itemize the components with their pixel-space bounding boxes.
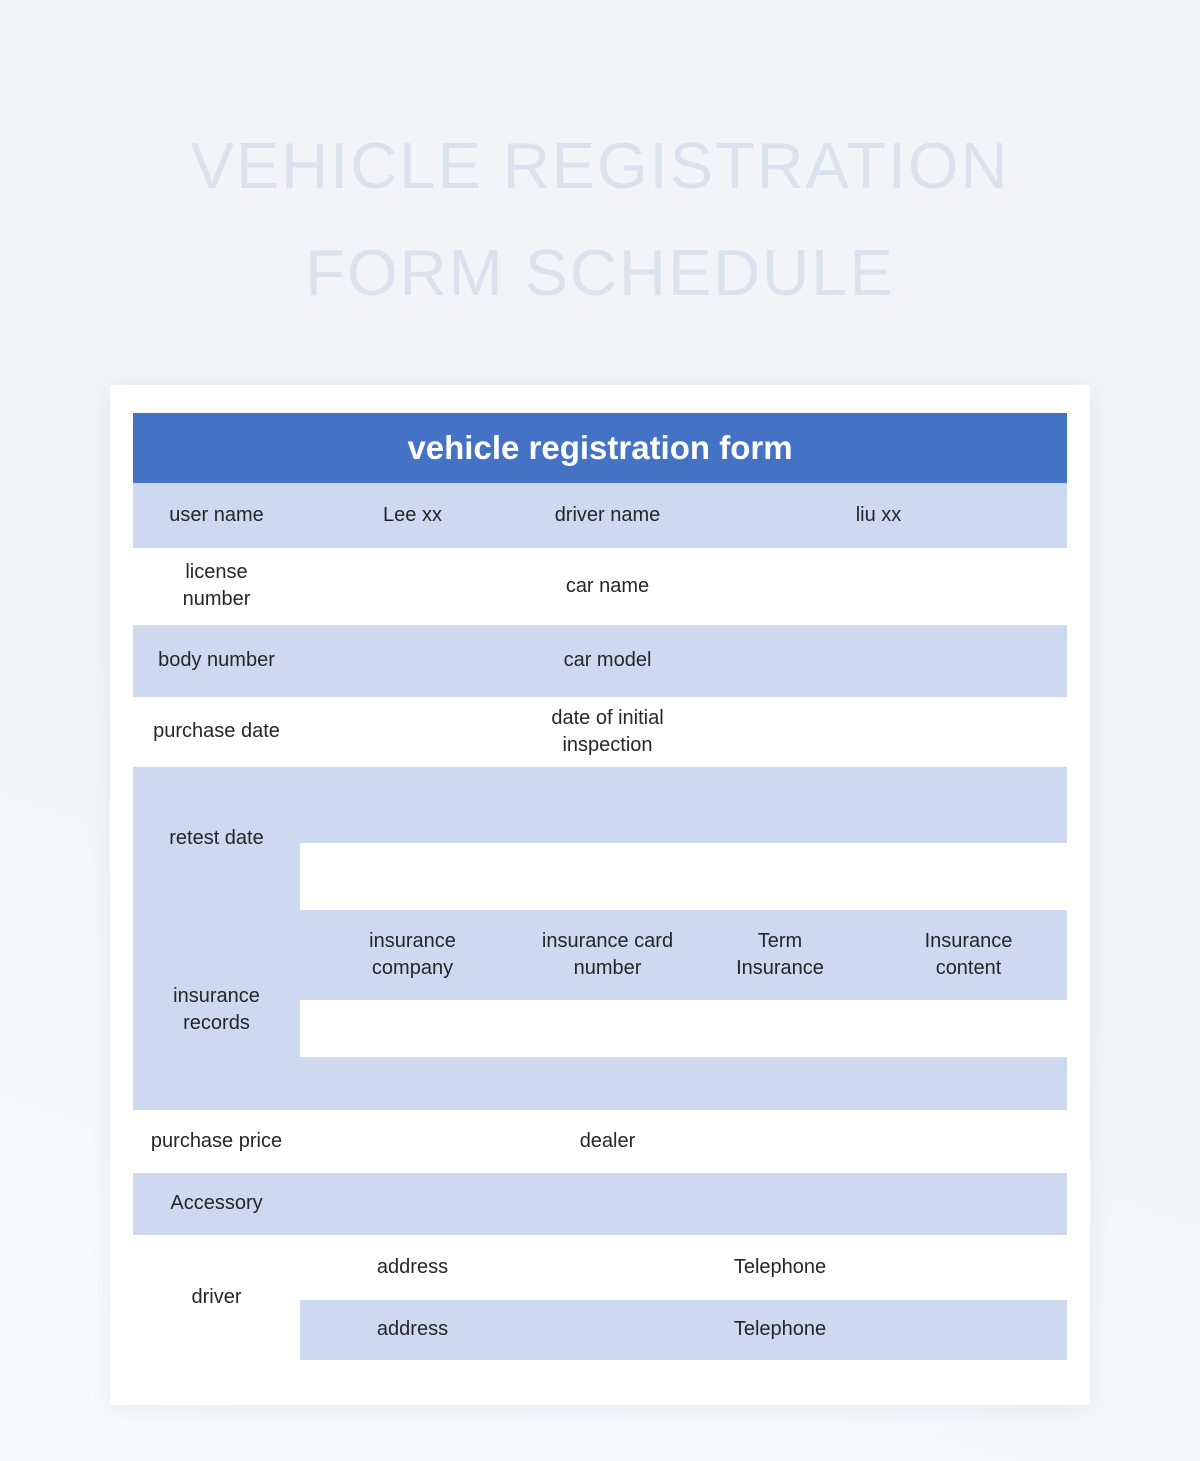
vehicle-registration-table	[133, 413, 1067, 1360]
table-title-bar: vehicle registration form	[133, 413, 1067, 483]
retest-date-label: retest date	[169, 826, 264, 849]
driver-label: driver	[191, 1285, 242, 1308]
dealer-value[interactable]	[690, 1110, 1067, 1173]
page-title-line2: FORM SCHEDULE	[305, 236, 895, 310]
row-driver-contact	[133, 1235, 1067, 1360]
license-number-label: license number	[182, 561, 251, 610]
driver-telephone-label-1: Telephone	[733, 1255, 827, 1278]
form-card	[110, 385, 1090, 1405]
row-license-carname	[133, 548, 1067, 625]
driver-contact-strip-2	[300, 1300, 1067, 1360]
purchase-price-value[interactable]	[300, 1110, 525, 1173]
insurance-company-header: insurance company	[369, 929, 456, 979]
car-name-label: car name	[565, 574, 650, 597]
purchase-date-value[interactable]	[300, 697, 525, 767]
purchase-date-label: purchase date	[153, 720, 280, 742]
driver-name-label: driver name	[554, 503, 661, 526]
body-number-value[interactable]	[300, 625, 525, 697]
car-name-value[interactable]	[690, 548, 1067, 625]
insurance-records-label: insurance records	[173, 984, 260, 1034]
page-title	[0, 0, 1200, 327]
insurance-content-header: Insurance content	[924, 929, 1013, 979]
initial-inspection-value[interactable]	[690, 697, 1067, 767]
driver-address-label-2: address	[376, 1318, 449, 1340]
row-insurance-records	[133, 910, 1067, 1110]
page-title-line1: VEHICLE REGISTRATION	[190, 129, 1010, 202]
row-retest-date	[133, 767, 1067, 910]
row-accessory	[133, 1173, 1067, 1235]
row-user-driver	[133, 483, 1067, 548]
driver-telephone-label-2: Telephone	[733, 1318, 827, 1340]
accessory-label: Accessory	[170, 1192, 263, 1214]
retest-date-input[interactable]	[300, 843, 1067, 910]
user-name-value[interactable]: Lee xx	[383, 503, 442, 526]
initial-inspection-label: date of initial inspection	[551, 706, 664, 756]
body-number-label: body number	[158, 649, 275, 671]
driver-address-label-1: address	[376, 1255, 449, 1278]
car-model-value[interactable]	[690, 625, 1067, 697]
insurance-records-input[interactable]	[300, 1000, 1067, 1057]
row-price-dealer	[133, 1110, 1067, 1173]
car-model-label: car model	[563, 649, 652, 671]
dealer-label: dealer	[579, 1129, 636, 1152]
insurance-card-number-header: insurance card number	[541, 929, 674, 979]
term-insurance-header: Term Insurance	[736, 929, 824, 979]
user-name-label: user name	[169, 503, 264, 526]
license-number-value[interactable]	[300, 548, 525, 625]
row-purchase-inspection	[133, 697, 1067, 767]
purchase-price-label: purchase price	[150, 1129, 283, 1152]
row-body-carmodel	[133, 625, 1067, 697]
driver-name-value[interactable]: liu xx	[855, 503, 902, 526]
